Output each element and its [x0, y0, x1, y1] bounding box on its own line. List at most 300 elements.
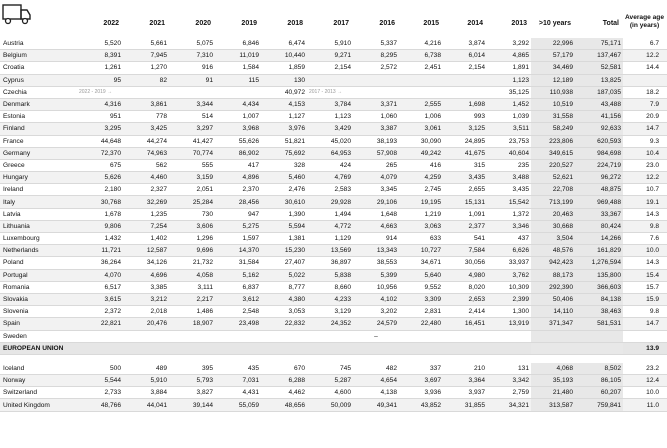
country-name: Hungary [0, 172, 77, 184]
value-cell: 48,656 [261, 399, 307, 411]
value-cell: 22,708 [531, 184, 575, 196]
country-name: Belgium [0, 50, 77, 62]
value-cell: 1,006 [399, 111, 443, 123]
value-cell: 265 [353, 159, 399, 171]
value-cell: 23,753 [487, 135, 531, 147]
country-name: Luxembourg [0, 233, 77, 245]
value-cell: 3,159 [169, 172, 215, 184]
value-cell [215, 342, 261, 354]
value-cell [531, 342, 575, 354]
value-cell: 6,837 [215, 281, 261, 293]
value-cell [531, 330, 575, 342]
value-cell: 74,963 [123, 147, 169, 159]
value-cell: 3,861 [123, 98, 169, 110]
value-cell: 2,759 [487, 387, 531, 399]
value-cell: 1,678 [77, 208, 123, 220]
value-cell: 7,254 [123, 220, 169, 232]
avg-age-cell: 10.0 [623, 387, 667, 399]
value-cell: 2,583 [307, 184, 353, 196]
value-cell: 31,855 [443, 399, 487, 411]
value-cell: 2,217 [169, 293, 215, 305]
table-row [0, 387, 667, 399]
value-cell: 3,504 [531, 233, 575, 245]
value-cell: 914 [353, 233, 399, 245]
column-header: 2022 [103, 20, 119, 27]
value-cell [123, 86, 169, 98]
table-row [0, 257, 667, 269]
value-cell: 72,370 [77, 147, 123, 159]
value-cell: 135,800 [575, 269, 623, 281]
value-cell: 14,266 [575, 233, 623, 245]
value-cell: 4,138 [353, 387, 399, 399]
value-cell: 24,352 [307, 318, 353, 330]
value-cell: 942,423 [531, 257, 575, 269]
value-cell: 3,344 [169, 98, 215, 110]
avg-age-cell: 18.2 [623, 86, 667, 98]
value-cell: 10,956 [353, 281, 399, 293]
value-cell: 187,035 [575, 86, 623, 98]
value-cell: 1,296 [169, 233, 215, 245]
value-cell: 22,821 [77, 318, 123, 330]
value-cell: 3,061 [399, 123, 443, 135]
czechia-range-note: 2017 - 2013 → [307, 86, 353, 98]
avg-age-cell: 20.9 [623, 111, 667, 123]
value-cell: 5,661 [123, 38, 169, 50]
value-cell: 633 [399, 233, 443, 245]
value-cell: 31,584 [215, 257, 261, 269]
value-cell: 58,249 [531, 123, 575, 135]
value-cell: 6,738 [399, 50, 443, 62]
table-row [0, 98, 667, 110]
value-cell: 482 [353, 363, 399, 375]
fleet-age-table [0, 38, 667, 412]
value-cell: 1,123 [307, 111, 353, 123]
value-cell: 3,976 [261, 123, 307, 135]
value-cell: 39,144 [169, 399, 215, 411]
value-cell: 20,476 [123, 318, 169, 330]
value-cell: 3,968 [215, 123, 261, 135]
value-cell: 3,385 [123, 281, 169, 293]
column-header: 2017 [333, 20, 349, 27]
value-cell: 4,058 [169, 269, 215, 281]
value-cell: 1,219 [399, 208, 443, 220]
value-cell [169, 342, 215, 354]
value-cell: 22,480 [399, 318, 443, 330]
table-row [0, 50, 667, 62]
value-cell: 328 [261, 159, 307, 171]
value-cell [169, 330, 215, 342]
value-cell [261, 342, 307, 354]
value-cell [399, 330, 443, 342]
column-header: 2014 [467, 20, 483, 27]
value-cell: 2,655 [443, 184, 487, 196]
value-cell: 21,732 [169, 257, 215, 269]
value-cell: 1,698 [443, 98, 487, 110]
value-cell [575, 330, 623, 342]
value-cell: 18,907 [169, 318, 215, 330]
value-cell: 4,865 [487, 50, 531, 62]
table-row [0, 135, 667, 147]
avg-age-cell [623, 330, 667, 342]
country-name: Denmark [0, 98, 77, 110]
value-cell: 5,075 [169, 38, 215, 50]
value-cell: 4,233 [307, 293, 353, 305]
value-cell [77, 342, 123, 354]
value-cell: 4,696 [123, 269, 169, 281]
table-row [0, 269, 667, 281]
value-cell: 8,020 [443, 281, 487, 293]
value-cell: 21,480 [531, 387, 575, 399]
value-cell: 500 [77, 363, 123, 375]
value-cell: 2,018 [123, 306, 169, 318]
value-cell: 6,014 [443, 50, 487, 62]
column-header: 2019 [241, 20, 257, 27]
value-cell: 1,276,594 [575, 257, 623, 269]
value-cell: 5,544 [77, 375, 123, 387]
value-cell: 951 [77, 111, 123, 123]
value-cell: 984,698 [575, 147, 623, 159]
value-cell: 993 [443, 111, 487, 123]
value-cell: 4,153 [261, 98, 307, 110]
table-row [0, 306, 667, 318]
table-row [0, 281, 667, 293]
value-cell: 1,129 [307, 233, 353, 245]
value-cell: 1,091 [443, 208, 487, 220]
value-cell: 435 [215, 363, 261, 375]
table-row [0, 330, 667, 342]
avg-age-cell: 10.4 [623, 147, 667, 159]
value-cell: 7,584 [443, 245, 487, 257]
table-row [0, 159, 667, 171]
value-cell [261, 330, 307, 342]
value-cell: 8,391 [77, 50, 123, 62]
value-cell: 7,945 [123, 50, 169, 62]
row-spacer [0, 354, 667, 363]
value-cell: 2,653 [443, 293, 487, 305]
value-cell: 4,896 [215, 172, 261, 184]
value-cell: 3,342 [487, 375, 531, 387]
column-header: 2015 [423, 20, 439, 27]
value-cell: 916 [169, 62, 215, 74]
value-cell: 349,615 [531, 147, 575, 159]
value-cell [307, 330, 353, 342]
value-cell: 3,297 [169, 123, 215, 135]
value-cell: 29,106 [353, 196, 399, 208]
czechia-range-note: 2022 - 2019 → [77, 86, 123, 98]
value-cell: 3,511 [487, 123, 531, 135]
value-cell: 581,531 [575, 318, 623, 330]
value-cell: 3,309 [399, 293, 443, 305]
table-row [0, 208, 667, 220]
value-cell: 64,953 [307, 147, 353, 159]
avg-age-cell: 14.4 [623, 62, 667, 74]
value-cell: 1,452 [487, 98, 531, 110]
value-cell: 220,527 [531, 159, 575, 171]
value-cell: 130 [261, 74, 307, 86]
value-cell: 12,189 [531, 74, 575, 86]
avg-age-cell: 15.9 [623, 293, 667, 305]
value-cell: 3,063 [399, 220, 443, 232]
value-cell: 34,469 [531, 62, 575, 74]
value-cell: 2,154 [307, 62, 353, 74]
value-cell: 1,648 [353, 208, 399, 220]
country-name: Greece [0, 159, 77, 171]
value-cell: 969,488 [575, 196, 623, 208]
value-cell: 34,126 [123, 257, 169, 269]
value-cell: 15,542 [487, 196, 531, 208]
value-cell: 24,579 [353, 318, 399, 330]
value-cell: 3,345 [353, 184, 399, 196]
avg-age-cell: 9.3 [623, 135, 667, 147]
value-cell: 6,626 [487, 245, 531, 257]
value-cell: 15,230 [261, 245, 307, 257]
value-cell [169, 86, 215, 98]
value-cell: 3,606 [169, 220, 215, 232]
value-cell: 44,648 [77, 135, 123, 147]
country-name: Norway [0, 375, 77, 387]
value-cell: 3,937 [443, 387, 487, 399]
value-cell: 675 [77, 159, 123, 171]
value-cell: 4,462 [261, 387, 307, 399]
value-cell: 49,341 [353, 399, 399, 411]
value-cell: 91 [169, 74, 215, 86]
value-cell: 9,271 [307, 50, 353, 62]
value-cell: 31,558 [531, 111, 575, 123]
value-cell: 1,494 [307, 208, 353, 220]
value-cell: 1,584 [215, 62, 261, 74]
value-cell: 2,451 [399, 62, 443, 74]
country-name: Switzerland [0, 387, 77, 399]
value-cell [123, 342, 169, 354]
value-cell: 4,600 [307, 387, 353, 399]
country-name: Germany [0, 147, 77, 159]
value-cell: 366,603 [575, 281, 623, 293]
value-cell: 5,910 [307, 38, 353, 50]
value-cell: 51,821 [261, 135, 307, 147]
value-cell: 514 [169, 111, 215, 123]
value-cell: 2,154 [443, 62, 487, 74]
value-cell: 3,295 [77, 123, 123, 135]
value-cell: 48,766 [77, 399, 123, 411]
value-cell: 33,937 [487, 257, 531, 269]
avg-age-cell: 15.4 [623, 269, 667, 281]
value-cell: 1,060 [353, 111, 399, 123]
value-cell: 4,070 [77, 269, 123, 281]
value-cell: 4,663 [353, 220, 399, 232]
country-name: Latvia [0, 208, 77, 220]
value-cell: 110,938 [531, 86, 575, 98]
avg-age-cell: 11.0 [623, 399, 667, 411]
value-cell: 34,671 [399, 257, 443, 269]
value-cell: 541 [443, 233, 487, 245]
value-cell: 670 [261, 363, 307, 375]
value-cell [123, 330, 169, 342]
value-cell: 44,041 [123, 399, 169, 411]
value-cell: 2,831 [399, 306, 443, 318]
value-cell: 52,581 [575, 62, 623, 74]
avg-age-cell: 7.6 [623, 233, 667, 245]
value-cell: 23,498 [215, 318, 261, 330]
value-cell: 161,829 [575, 245, 623, 257]
value-cell: 3,129 [307, 306, 353, 318]
avg-age-cell: 10.0 [623, 245, 667, 257]
value-cell [215, 86, 261, 98]
value-cell: 3,292 [487, 38, 531, 50]
avg-age-cell: 14.7 [623, 318, 667, 330]
value-cell: 11,721 [77, 245, 123, 257]
value-cell: 5,793 [169, 375, 215, 387]
table-row [0, 318, 667, 330]
value-cell: 6,474 [261, 38, 307, 50]
value-cell: 4,079 [353, 172, 399, 184]
value-cell: 1,300 [487, 306, 531, 318]
value-cell: 3,387 [353, 123, 399, 135]
table-row [0, 62, 667, 74]
avg-age-cell: 12.4 [623, 375, 667, 387]
value-cell: 22,832 [261, 318, 307, 330]
value-cell: 2,745 [399, 184, 443, 196]
value-cell: 489 [123, 363, 169, 375]
avg-age-cell: 15.7 [623, 281, 667, 293]
truck-icon [2, 2, 32, 28]
value-cell: 44,274 [123, 135, 169, 147]
column-header: 2018 [287, 20, 303, 27]
value-cell: 92,633 [575, 123, 623, 135]
value-cell: 38,463 [575, 306, 623, 318]
country-name: Cyprus [0, 74, 77, 86]
value-cell: 41,675 [443, 147, 487, 159]
table-row [0, 147, 667, 159]
value-cell: 3,435 [487, 184, 531, 196]
avg-age-cell: 10.7 [623, 184, 667, 196]
avg-age-cell: 23.2 [623, 363, 667, 375]
value-cell: 5,460 [261, 172, 307, 184]
value-cell [77, 330, 123, 342]
table-row [0, 196, 667, 208]
value-cell [575, 342, 623, 354]
value-cell: 3,697 [399, 375, 443, 387]
value-cell: 35,193 [531, 375, 575, 387]
value-cell: 395 [169, 363, 215, 375]
value-cell: 86,105 [575, 375, 623, 387]
value-cell: 224,719 [575, 159, 623, 171]
value-cell: 6,517 [77, 281, 123, 293]
value-cell: 60,207 [575, 387, 623, 399]
value-cell: 759,841 [575, 399, 623, 411]
value-cell: 40,972 [261, 86, 307, 98]
value-cell: 16,451 [443, 318, 487, 330]
value-cell: 41,156 [575, 111, 623, 123]
value-cell: 337 [399, 363, 443, 375]
value-cell: 75,692 [261, 147, 307, 159]
value-cell: 115 [215, 74, 261, 86]
country-name: France [0, 135, 77, 147]
value-cell: 2,327 [123, 184, 169, 196]
value-cell: 3,364 [443, 375, 487, 387]
value-cell: 1,372 [487, 208, 531, 220]
value-cell: 5,520 [77, 38, 123, 50]
value-cell: 3,371 [353, 98, 399, 110]
value-cell: 5,910 [123, 375, 169, 387]
value-cell: 2,733 [77, 387, 123, 399]
value-cell: 1,381 [261, 233, 307, 245]
value-cell [399, 86, 443, 98]
value-cell: 14,110 [531, 306, 575, 318]
value-cell: 6,846 [215, 38, 261, 50]
value-cell: 3,612 [215, 293, 261, 305]
value-cell: 8,295 [353, 50, 399, 62]
table-row [0, 184, 667, 196]
value-cell: 3,827 [169, 387, 215, 399]
value-cell: 5,838 [307, 269, 353, 281]
value-cell: 12,587 [123, 245, 169, 257]
value-cell: 43,852 [399, 399, 443, 411]
value-cell: 4,431 [215, 387, 261, 399]
value-cell: 15,131 [443, 196, 487, 208]
value-cell: 2,370 [215, 184, 261, 196]
avg-age-cell: 12.2 [623, 50, 667, 62]
value-cell: 2,372 [77, 306, 123, 318]
value-cell: 14,370 [215, 245, 261, 257]
country-name: Estonia [0, 111, 77, 123]
value-cell: 10,440 [261, 50, 307, 62]
table-row [0, 233, 667, 245]
value-cell: 8,660 [307, 281, 353, 293]
value-cell: 292,390 [531, 281, 575, 293]
avg-age-line2: (in years) [629, 22, 660, 29]
value-cell: 562 [123, 159, 169, 171]
avg-age-cell: 6.7 [623, 38, 667, 50]
value-cell: 20,463 [531, 208, 575, 220]
value-cell [353, 342, 399, 354]
value-cell: 5,275 [215, 220, 261, 232]
country-name: Portugal [0, 269, 77, 281]
value-cell: 947 [215, 208, 261, 220]
value-cell: 36,264 [77, 257, 123, 269]
value-cell: 417 [215, 159, 261, 171]
value-cell: 84,138 [575, 293, 623, 305]
value-cell: 27,407 [261, 257, 307, 269]
value-cell: 1,597 [215, 233, 261, 245]
value-cell: 52,621 [531, 172, 575, 184]
value-cell: 4,316 [77, 98, 123, 110]
value-cell [353, 74, 399, 86]
value-cell: 3,884 [123, 387, 169, 399]
value-cell: 3,053 [261, 306, 307, 318]
value-cell: 9,806 [77, 220, 123, 232]
table-row [0, 375, 667, 387]
country-name: Ireland [0, 184, 77, 196]
value-cell: 19,195 [399, 196, 443, 208]
value-cell: 28,456 [215, 196, 261, 208]
column-header: 2020 [195, 20, 211, 27]
value-cell: 5,287 [307, 375, 353, 387]
table-row [0, 86, 667, 98]
country-name: Netherlands [0, 245, 77, 257]
country-name: Poland [0, 257, 77, 269]
table-row [0, 363, 667, 375]
table-row [0, 123, 667, 135]
value-cell: 50,009 [307, 399, 353, 411]
value-cell: 778 [123, 111, 169, 123]
value-cell: 3,784 [307, 98, 353, 110]
value-cell: 730 [169, 208, 215, 220]
value-cell: 4,434 [215, 98, 261, 110]
value-cell: 745 [307, 363, 353, 375]
value-cell: 5,022 [261, 269, 307, 281]
value-cell: 5,640 [399, 269, 443, 281]
value-cell [443, 342, 487, 354]
